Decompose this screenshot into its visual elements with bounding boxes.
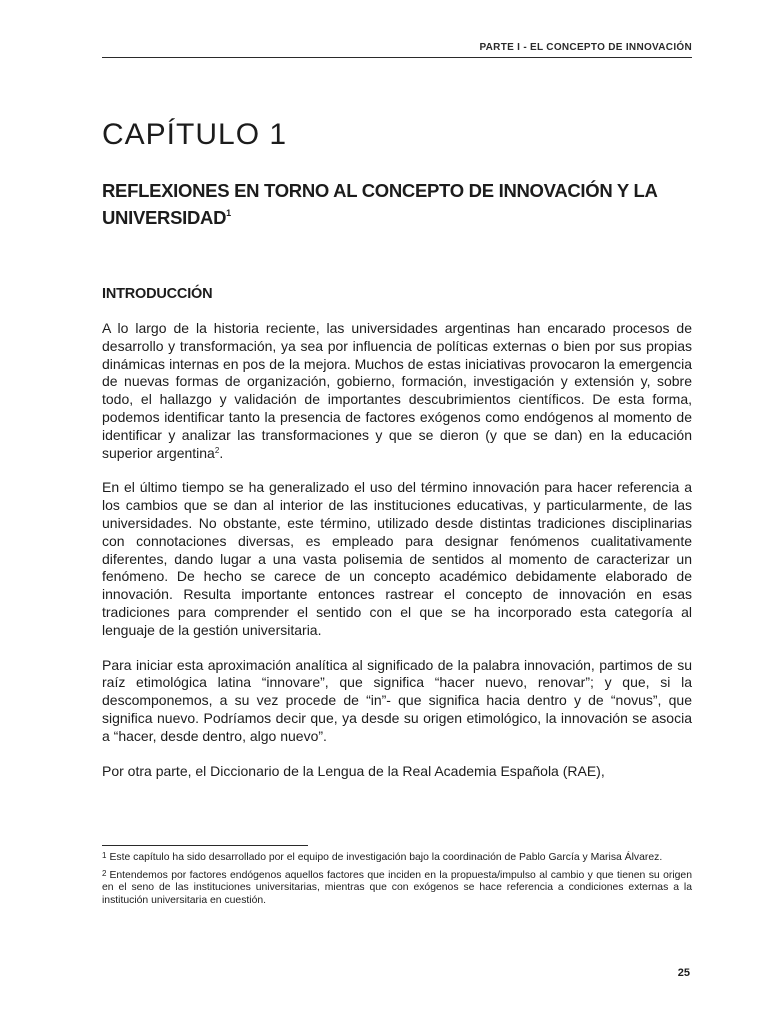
header-rule — [102, 57, 692, 58]
paragraph-1 — [102, 320, 692, 462]
paragraph-1-text: A lo largo de la historia reciente, las universidades argentinas han encarado procesos de desarrollo y transformación, ya sea por influencia de políticas externas o bien por sus propias dinámicas internas en pos de la mejora. Muchos de estas iniciativas provocaron la emergencia de nuevas formas de organización, gobierno, formación, investigación y extensión y, sobre todo, el hallazgo y validación de importantes descubrimientos científicos. De esta forma, podemos identificar tanto la presencia de factores exógenos como endógenos al momento de identificar y analizar las transformaciones y que se dieron (y que se dan) en la educación superior argentina — [102, 320, 692, 461]
footnote-rule — [102, 845, 308, 846]
paragraph-4: Por otra parte, el Diccionario de la Lengua de la Real Academia Española (RAE), — [102, 762, 605, 779]
paragraph-2: En el último tiempo se ha generalizado el uso del término innovación para hacer referencia a los cambios que se dan al interior de las instituciones educativas, y particularmente, de las universidades. No obstante, este término, utilizado desde distintas tradiciones disciplinarias con connotaciones diversas, es empleado para designar fenómenos cualitativamente diferentes, dando lugar a una vasta polisemia de sentidos al momento de caracterizar un fenómeno. De hecho se carece de un concepto académico debidamente elaborado de innovación. Resulta importante entonces rastrear el concepto de innovación en esas tradiciones para comprender el sentido con el que se ha incorporado esta categoría al lenguaje de la gestión universitaria. — [102, 479, 692, 638]
chapter-title-footnote-mark[interactable]: 1 — [226, 208, 231, 218]
page-number: 25 — [677, 967, 690, 979]
footnote-2-mark: 2 — [102, 868, 107, 878]
footnote-1 — [102, 850, 692, 865]
footnote-2-text: Entendemos por factores endógenos aquellos factores que inciden en la propuesta/impulso al cambio y que tienen su origen en el seno de las instituciones universitarias, mientras que con exógenos se hace referencia a condiciones externas a la institución universitaria en cuestión. — [102, 869, 692, 906]
paragraph-1-end: . — [219, 444, 224, 461]
footnote-1-mark: 1 — [102, 851, 107, 860]
footnotes — [102, 850, 692, 910]
section-heading: INTRODUCCIÓN — [102, 286, 213, 302]
paragraph-1-footnote-mark[interactable]: 2 — [214, 445, 220, 455]
footnote-1-text: Este capítulo ha sido desarrollado por el equipo de investigación bajo la coordinación de Pablo García y Marisa Álvarez. — [109, 852, 663, 863]
paragraph-3: Para iniciar esta aproximación analítica al significado de la palabra innovación, partimos de su raíz etimológica latina “innovare”, que significa “hacer nuevo, renovar”; y que, si la descomponemos, a su vez procede de “in”- que significa hacia dentro y de “novus”, que significa nuevo. Podríamos decir que, ya desde su origen etimológico, la innovación se asocia a “hacer, desde dentro, algo nuevo”. — [102, 656, 692, 744]
running-header: PARTE I - EL CONCEPTO DE INNOVACIÓN — [479, 42, 692, 53]
chapter-title-text: REFLEXIONES EN TORNO AL CONCEPTO DE INNOVACIÓN Y LA UNIVERSIDAD — [102, 180, 657, 228]
chapter-label: CAPÍTULO 1 — [102, 118, 288, 151]
body-text — [102, 320, 692, 797]
chapter-title — [102, 177, 692, 231]
footnote-2 — [102, 868, 692, 908]
